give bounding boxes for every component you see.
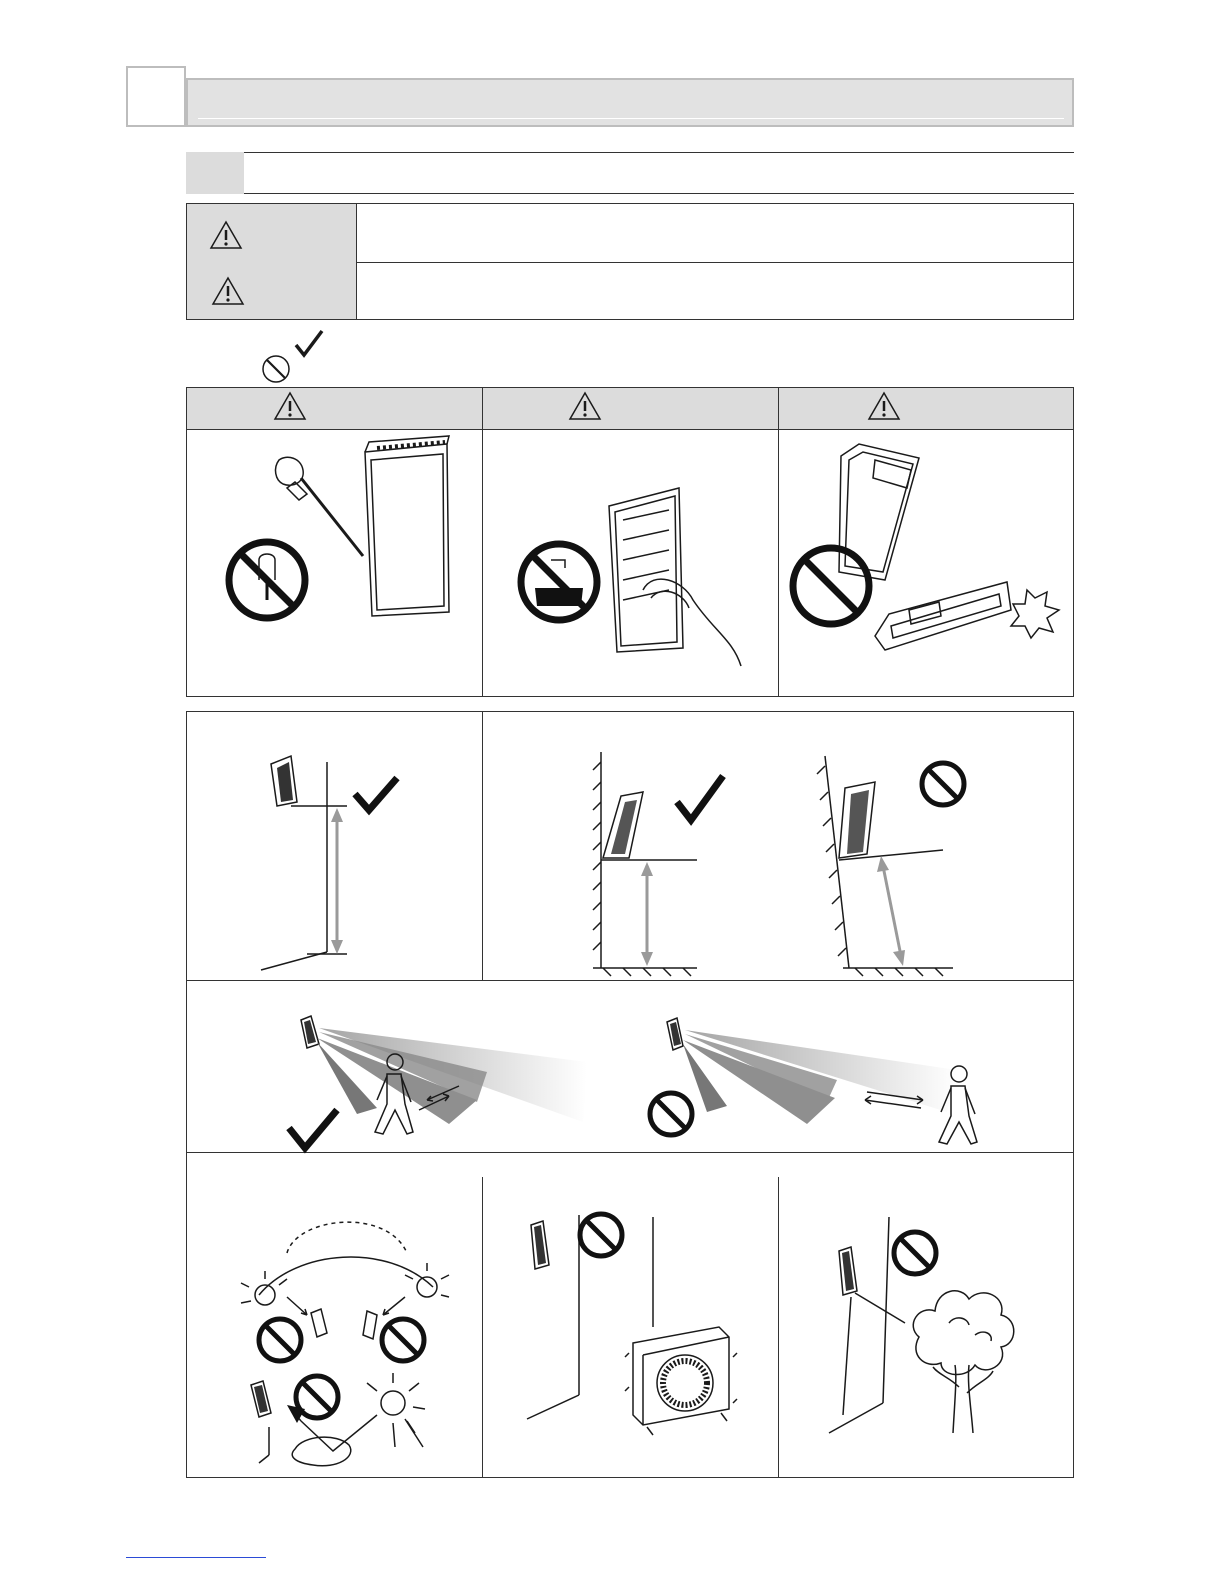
detection-area-illustrations xyxy=(187,982,1073,1152)
prohibited-icon xyxy=(922,763,964,805)
warning-table xyxy=(186,203,1074,320)
subsection-number-box xyxy=(186,152,244,194)
prohibited-icon xyxy=(650,1093,692,1135)
prohibited-icon xyxy=(580,1214,622,1256)
prohibited-icon xyxy=(263,356,289,382)
sensor-device-illustration xyxy=(271,756,297,806)
impact-burst-icon xyxy=(1011,590,1059,638)
subsection-rule-top xyxy=(244,152,1074,153)
device-panel-illustration xyxy=(609,488,683,652)
warning-triangle-icon xyxy=(210,220,250,256)
device-panel-illustration xyxy=(839,444,919,580)
check-icon xyxy=(296,331,322,355)
precautions-header xyxy=(187,388,1073,430)
detection-check-illustration xyxy=(289,1016,587,1148)
wall-check-illustration xyxy=(593,752,723,976)
warning-label-cell xyxy=(187,262,357,319)
warning-row xyxy=(187,262,1073,319)
tree-illustration xyxy=(779,1157,1074,1477)
prohibited-icon xyxy=(259,1319,301,1361)
wall-mount-illustrations xyxy=(483,712,1073,978)
warning-triangle-icon xyxy=(274,391,314,427)
no-disassembly-icon xyxy=(229,542,305,618)
detection-prohibited-illustration xyxy=(650,1018,977,1144)
warning-row xyxy=(187,204,1073,263)
height-illustration xyxy=(187,712,482,978)
dropped-device-illustration xyxy=(875,582,1011,650)
prohibited-icon xyxy=(894,1232,936,1274)
section-title-bar xyxy=(186,78,1074,127)
header-divider xyxy=(198,118,1064,119)
warning-label-cell xyxy=(187,204,357,262)
drop-illustration xyxy=(779,430,1073,690)
device-panel-illustration xyxy=(365,436,449,616)
footer-link-underline[interactable] xyxy=(126,1557,266,1558)
check-icon xyxy=(355,778,397,810)
subsection-rule-bottom xyxy=(244,193,1074,194)
wall-prohibited-illustration xyxy=(817,756,964,976)
warning-triangle-icon xyxy=(569,391,609,427)
precautions-panel xyxy=(186,387,1074,697)
prohibited-icon xyxy=(793,548,869,624)
hand-with-hose-illustration xyxy=(643,579,741,666)
tree xyxy=(913,1291,1014,1433)
warning-triangle-icon xyxy=(212,276,252,312)
disassemble-illustration xyxy=(187,430,477,690)
sunlight-illustration xyxy=(187,1157,482,1477)
outdoor-unit-illustration xyxy=(483,1157,778,1477)
check-icon xyxy=(677,776,723,820)
section-number-box xyxy=(126,66,186,127)
water-illustration xyxy=(483,430,773,690)
legend-icons xyxy=(258,325,338,385)
installation-panel xyxy=(186,711,1074,1478)
warning-triangle-icon xyxy=(868,391,908,427)
outdoor-unit xyxy=(625,1327,737,1435)
prohibited-icon xyxy=(382,1319,424,1361)
check-icon xyxy=(289,1110,337,1148)
screwdriver-hand-illustration xyxy=(276,457,363,556)
no-water-icon xyxy=(521,544,597,620)
